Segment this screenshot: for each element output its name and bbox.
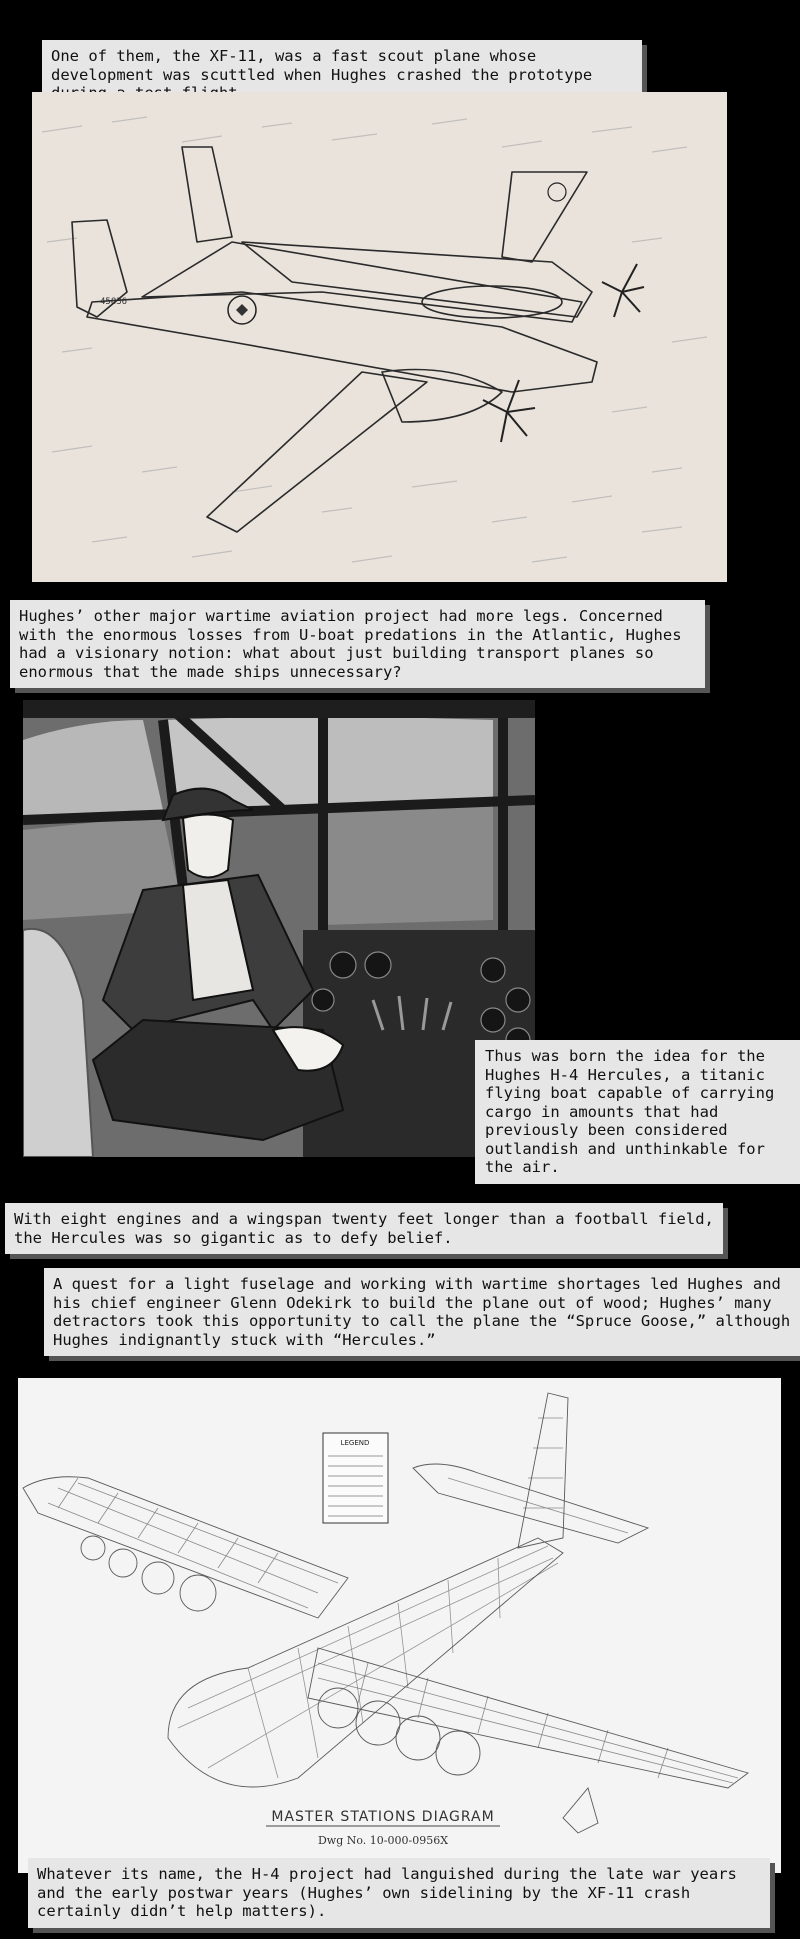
caption-hercules-size: With eight engines and a wingspan twenty feet longer than a football field, the Hercules was so gigantic as to defy belief. (5, 1203, 723, 1254)
xf11-drawing (32, 92, 727, 582)
blueprint-legend (323, 1433, 388, 1523)
caption-hercules-idea: Thus was born the idea for the Hughes H-4 Hercules, a titanic flying boat capable of carrying cargo in amounts that had previously been considered outlandish and unthinkable for the air. (475, 1040, 800, 1184)
master-stations-diagram-panel (18, 1378, 781, 1873)
caption-hughes-project: Hughes’ other major wartime aviation project had more legs. Concerned with the enormous losses from U-boat predations in the Atlantic, Hughes had a visionary notion: what about just building transport planes so enormous that the made ships unnecessary? (10, 600, 705, 688)
blueprint-legend-title: LEGEND (340, 1439, 370, 1447)
blueprint-drawing (18, 1378, 781, 1873)
caption-xf11-intro: One of them, the XF-11, was a fast scout plane whose development was scuttled when Hughes crashed the prototype (42, 40, 642, 110)
hughes-cockpit-panel (23, 700, 535, 1157)
blueprint-title: MASTER STATIONS DIAGRAM (271, 1809, 495, 1825)
xf11-tail-number: 45836 (100, 297, 128, 307)
caption-h4-languished: Whatever its name, the H-4 project had languished during the late war years and the early postwar years (Hughes’ own sidelining by the XF-11 crash certainly didn’t help matters). (28, 1858, 770, 1928)
caption-spruce-goose: A quest for a light fuselage and working with wartime shortages led Hughes and his chief engineer Glenn Odekirk to build the plane out of wood; Hughes’ many detractors took this opportunity to call the plane the “Spruce Goose,” although Hughes indignantly stuck with “Hercules.” (44, 1268, 800, 1356)
xf11-illustration-panel (32, 92, 727, 582)
blueprint-drawing-number: Dwg No. 10-000-0956X (317, 1834, 449, 1847)
hughes-cockpit-drawing (23, 700, 535, 1157)
